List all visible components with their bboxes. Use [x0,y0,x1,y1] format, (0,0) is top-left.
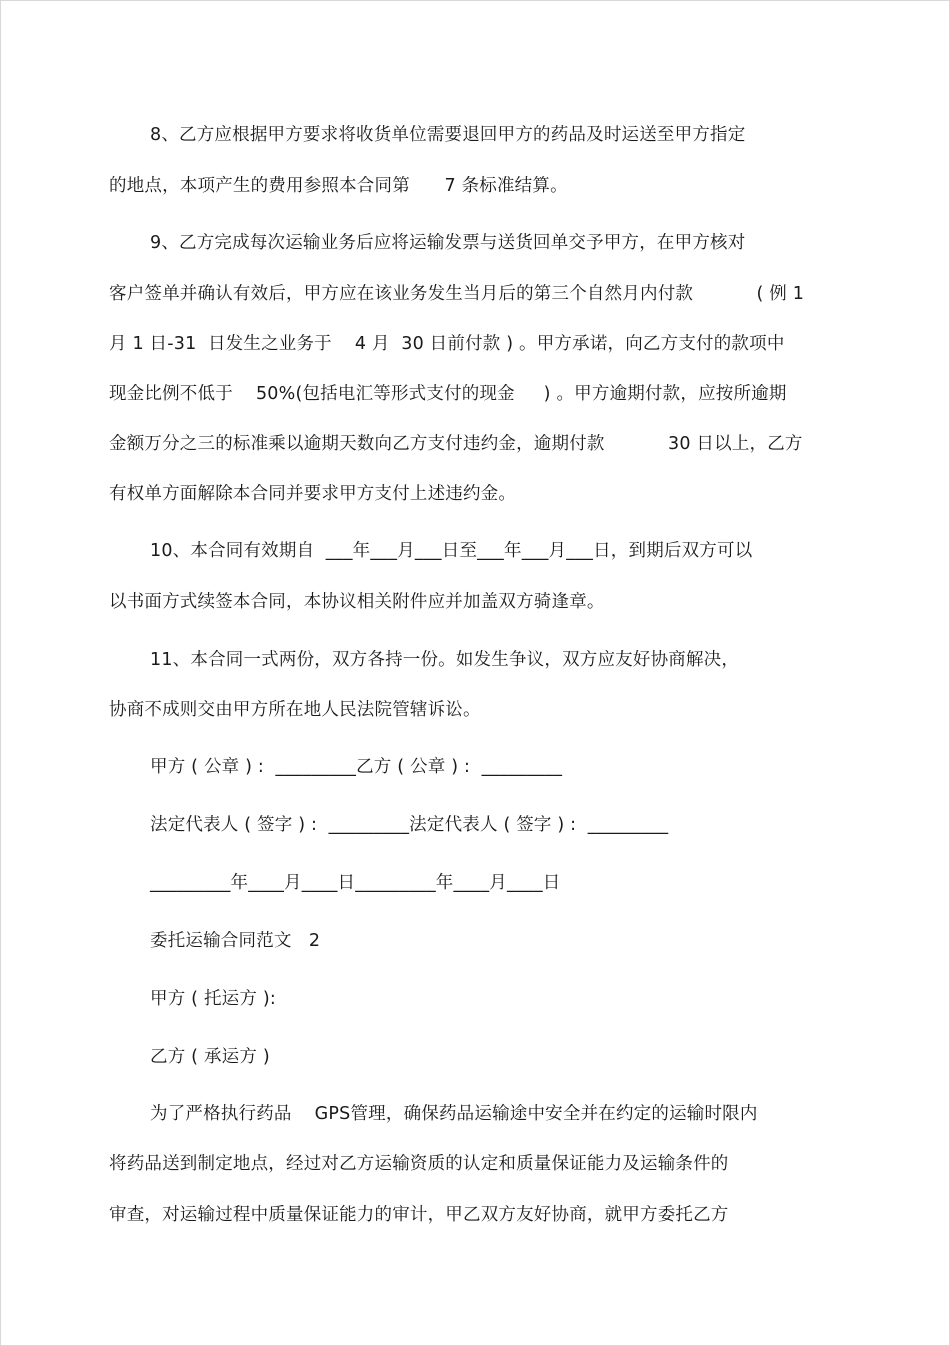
preamble-line-2: 将药品送到制定地点，经过对乙方运输资质的认定和质量保证能力及运输条件的 [109,1154,729,1174]
party-b-line: 乙方 ( 承运方 ) [150,1047,270,1067]
section-title: 委托运输合同范文 2 [150,931,321,951]
clause-9-line-1: 9、乙方完成每次运输业务后应将运输发票与送货回单交予甲方，在甲方核对 [150,233,746,253]
clause-11-line-1: 11、本合同一式两份，双方各持一份。如发生争议，双方应友好协商解决， [150,650,740,670]
clause-9-line-5: 金额万分之三的标准乘以逾期天数向乙方支付违约金，逾期付款 30 日以上，乙方 [109,434,803,454]
preamble-line-3: 审查，对运输过程中质量保证能力的审计，甲乙双方友好协商，就甲方委托乙方 [109,1205,729,1225]
clause-11-line-2: 协商不成则交由甲方所在地人民法院管辖诉讼。 [109,700,481,720]
clause-10-line-1: 10、本合同有效期自 ___年___月___日至___年___月___日，到期后双方可以 [150,541,753,561]
clause-10-line-2: 以书面方式续签本合同，本协议相关附件应并加盖双方骑逢章。 [109,592,605,612]
clause-8-line-2: 的地点，本项产生的费用参照本合同第 7 条标准结算。 [109,176,568,196]
clause-8-line-1: 8、乙方应根据甲方要求将收货单位需要退回甲方的药品及时运送至甲方指定 [150,125,746,145]
party-a-line: 甲方 ( 托运方 ): [150,989,276,1009]
clause-9-line-4: 现金比例不低于 50%(包括电汇等形式支付的现金 ) 。甲方逾期付款，应按所逾期 [109,384,787,404]
party-seal-line: 甲方 ( 公章 ) : _________乙方 ( 公章 ) : _________ [150,757,563,777]
clause-9-line-3: 月 1 日-31 日发生之业务于 4 月 30 日前付款 ) 。甲方承诺，向乙方支付的款项中 [109,334,785,354]
preamble-line-1: 为了严格执行药品 GPS管理，确保药品运输途中安全并在约定的运输时限内 [150,1104,758,1124]
clause-9-line-6: 有权单方面解除本合同并要求甲方支付上述违约金。 [109,484,517,504]
clause-9-line-2: 客户签单并确认有效后，甲方应在该业务发生当月后的第三个自然月内付款 ( 例 1 [109,284,805,304]
legal-representative-line: 法定代表人 ( 签字 ) : _________法定代表人 ( 签字 ) : _________ [150,815,669,835]
signing-date-line: _________年____月____日_________年____月____日 [150,873,561,893]
